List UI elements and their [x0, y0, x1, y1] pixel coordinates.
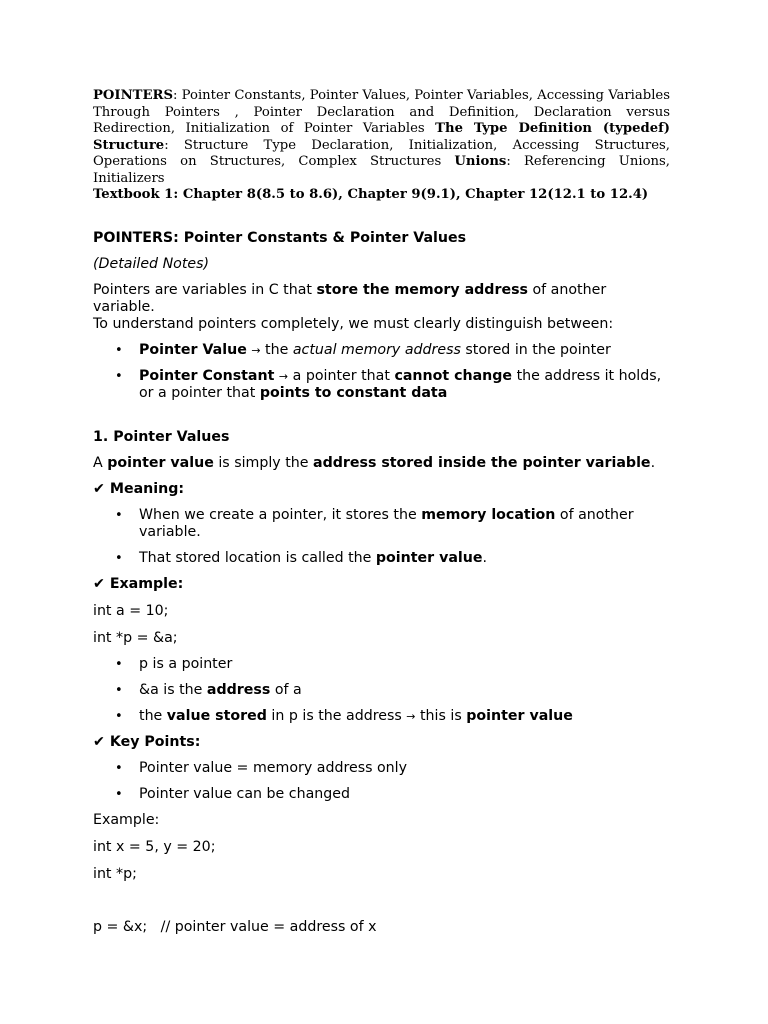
pointer-values-heading: 1. Pointer Values [93, 428, 230, 445]
def-bold-2: address stored inside the pointer variable [313, 454, 651, 471]
intro-bold: store the memory address [316, 281, 528, 298]
def-bold-1: pointer value [107, 454, 214, 471]
b2-text-2: the address it holds, or a pointer that [139, 367, 662, 401]
e2-text-1: &a is the [139, 681, 207, 698]
document-page [93, 88, 670, 936]
intro-paragraph [93, 282, 670, 333]
intro-text-1: Pointers are variables in C that [93, 281, 317, 298]
e3-text-1: the [139, 707, 167, 724]
list-item [93, 682, 670, 699]
syllabus-pointers-label: POINTERS [93, 88, 173, 103]
code-line: p = &x; // pointer value = address of x [93, 918, 377, 935]
m1-bold: memory location [421, 506, 556, 523]
textbook-reference: Textbook 1: Chapter 8(8.5 to 8.6), Chapter 9(9.1), Chapter 12(12.1 to 12.4) [93, 187, 649, 202]
b1-italic: actual memory address [292, 341, 461, 358]
e3-text-3: this is [415, 707, 467, 724]
syllabus-unions-label: Unions [454, 154, 507, 169]
list-item: • Pointer value = memory address only [93, 760, 670, 777]
e3-bold-2: pointer value [466, 707, 573, 724]
list-item [93, 708, 670, 725]
pointer-value-definition [93, 455, 670, 472]
pointer-constant-term: Pointer Constant [139, 367, 275, 384]
example-label: Example: [93, 811, 160, 828]
arrow-icon: → [406, 709, 416, 723]
m1-text-1: When we create a pointer, it stores the [139, 506, 422, 523]
syllabus-structure-text: : Structure Type Declaration, Initialization, Accessing Structures, Operations on Structures, Complex Structures [93, 137, 670, 169]
section-subtitle: (Detailed Notes) [93, 255, 210, 272]
syllabus-pointers-text: : Pointer Constants, Pointer Values, Pointer Variables, Accessing Variables Through Pointers , Pointer Declaration and Definition, Declaration versus Redirection, Initialization of Pointer Variables [93, 88, 670, 136]
list-item [93, 550, 670, 567]
intro-text-2: of another variable. [93, 281, 607, 315]
m1-text-2: of another variable. [139, 506, 634, 540]
key-points-list [93, 760, 670, 803]
arrow-icon: → [278, 369, 289, 383]
syllabus-unions-text: : Referencing Unions, Initializers [93, 154, 670, 186]
meaning-list [93, 507, 670, 567]
example-list [93, 656, 670, 725]
list-item: • p is a pointer [93, 656, 670, 673]
example-heading: ✔ Example: [93, 575, 184, 592]
meaning-heading: ✔ Meaning: [93, 480, 185, 497]
e3-bold: value stored [166, 707, 267, 724]
code-line: int a = 10; [93, 602, 169, 619]
m2-bold: pointer value [375, 549, 483, 566]
e3-text-2: in p is the address [266, 707, 407, 724]
list-item [93, 342, 670, 359]
code-line: int *p; [93, 865, 137, 882]
pointer-value-term: Pointer Value [139, 341, 247, 358]
b2-bold-3: points to constant data [259, 384, 448, 401]
key-points-heading: ✔ Key Points: [93, 733, 201, 750]
code-line: int x = 5, y = 20; [93, 838, 216, 855]
m2-text-2: . [482, 549, 488, 566]
b1-text-2: stored in the pointer [460, 341, 611, 358]
b1-text-1: the [260, 341, 293, 358]
m2-text-1: That stored location is called the [139, 549, 376, 566]
syllabus-typedef-label: The Type Definition (typedef) Structure [93, 121, 671, 153]
list-item [93, 368, 670, 402]
b2-bold-2: cannot change [394, 367, 513, 384]
e2-text-2: of a [270, 681, 302, 698]
section-title: POINTERS: Pointer Constants & Pointer Values [93, 229, 467, 246]
def-text-3: . [650, 454, 656, 471]
def-text-2: is simply the [213, 454, 313, 471]
syllabus-paragraph [93, 88, 670, 187]
b2-text-1: a pointer that [288, 367, 395, 384]
code-line: int *p = &a; [93, 629, 178, 646]
intro-text-3: To understand pointers completely, we must clearly distinguish between: [93, 315, 614, 332]
e2-bold: address [206, 681, 271, 698]
arrow-icon: → [251, 343, 261, 357]
distinction-list [93, 342, 670, 402]
list-item: • Pointer value can be changed [93, 786, 670, 803]
def-text-1: A [93, 454, 108, 471]
list-item [93, 507, 670, 541]
